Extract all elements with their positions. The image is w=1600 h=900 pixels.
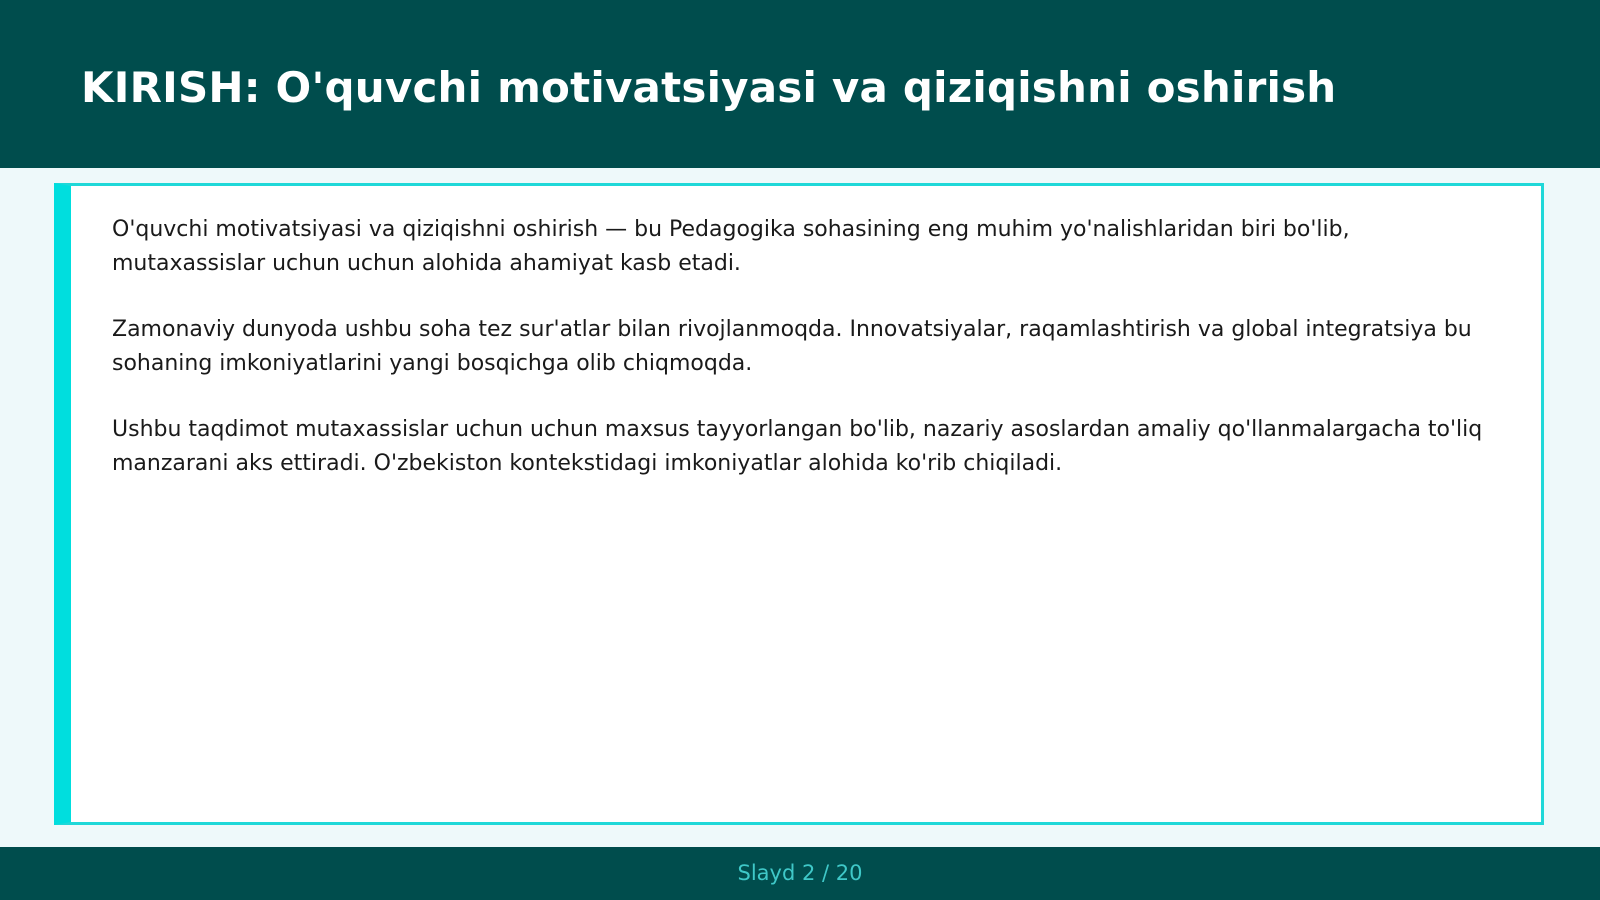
slide-title: KIRISH: O'quvchi motivatsiyasi va qiziqishni oshirish: [81, 63, 1337, 112]
paragraph-presentation: Ushbu taqdimot mutaxassislar uchun uchun maxsus tayyorlangan bo'lib, nazariy asoslardan amaliy qo'llanmalargacha to'liq manzarani aks ettiradi. O'zbekiston kontekstidagi imkoniyatlar alohida ko'rib chiqiladi.: [112, 417, 1483, 476]
paragraph-modern-world: Zamonaviy dunyoda ushbu soha tez sur'atlar bilan rivojlanmoqda. Innovatsiyalar, raqamlashtirish va global integratsiya bu sohaning imkoniyatlarini yangi bosqichga olib chiqmoqda.: [112, 317, 1472, 376]
slide-footer: [0, 847, 1600, 900]
slide-body: [112, 213, 1502, 513]
paragraph-intro: O'quvchi motivatsiyasi va qiziqishni oshirish — bu Pedagogika sohasining eng muhim yo'nalishlaridan biri bo'lib, mutaxassislar uchun uchun alohida ahamiyat kasb etadi.: [112, 217, 1350, 276]
slide-header: [0, 0, 1600, 168]
slide-number: Slayd 2 / 20: [737, 861, 863, 885]
